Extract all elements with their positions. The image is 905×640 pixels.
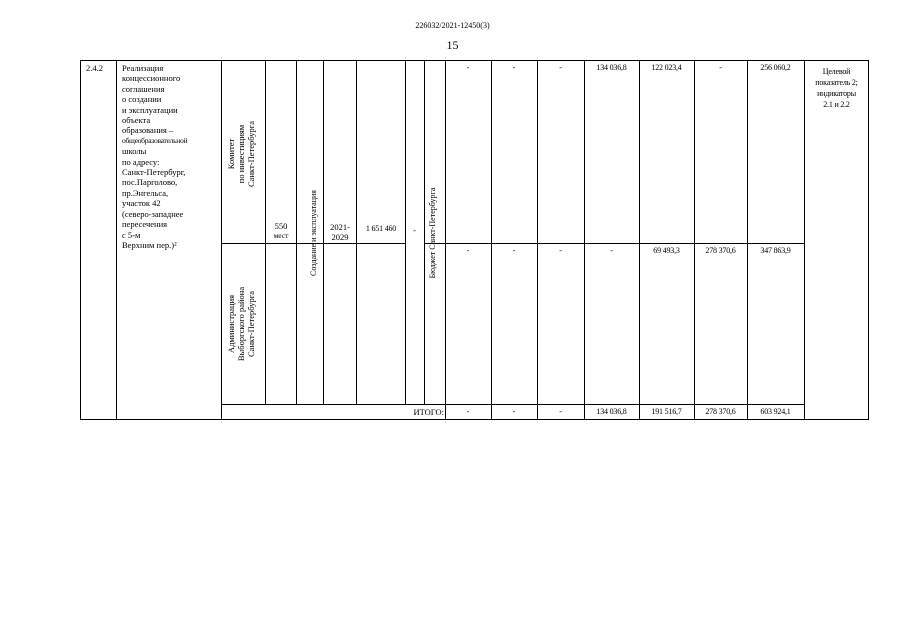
amount-cell: - (512, 246, 516, 255)
text-line: Выборгского района (236, 286, 246, 362)
vline (868, 60, 869, 420)
text-line: концессионного (122, 73, 181, 84)
amount-cell: - (512, 63, 516, 72)
executor-committee (226, 84, 258, 224)
text-line: пересечения (122, 219, 168, 230)
text-line: с 5-м (122, 229, 141, 240)
vline (116, 60, 117, 420)
text-line: пос.Парголово, (122, 177, 178, 188)
amount-cell: 256 060,2 (760, 63, 791, 72)
amount-cell: - (466, 246, 470, 255)
period-start: 2021- (330, 222, 350, 232)
amount-cell: 278 370,6 (705, 246, 736, 255)
document-number: 226032/2021-12450(3) (415, 21, 490, 30)
text-line: Верхним пер.)² (122, 239, 177, 250)
text-line: пр.Энгельса, (122, 187, 169, 198)
vline (804, 60, 805, 420)
text-line: соглашения (122, 83, 165, 94)
vline (747, 60, 748, 420)
text-line: Санкт-Петербурга (246, 291, 256, 357)
text-line: Комитет (226, 138, 236, 170)
text-line: по адресу: (122, 156, 160, 167)
table-border-bottom (80, 419, 869, 420)
amount-cell: 134 036,8 (596, 407, 627, 416)
vline (491, 60, 492, 420)
text-line: (северо-западнее (122, 208, 184, 219)
vline (445, 60, 446, 420)
text-line: Администрация (226, 294, 236, 354)
amount-cell: - (512, 407, 516, 416)
text-line: школы (122, 146, 147, 157)
amount-cell: - (466, 407, 470, 416)
vline (584, 60, 585, 420)
text-line: образования – (122, 125, 174, 136)
text-line: участок 42 (122, 198, 161, 209)
amount-cell: - (719, 63, 722, 72)
text-line: индикаторы (817, 89, 856, 98)
text-line: и эксплуатации (122, 104, 178, 115)
vline (296, 60, 297, 405)
amount-cell: 278 370,6 (705, 407, 736, 416)
amount-cell: - (610, 246, 613, 255)
text-line: 2.1 и 2.2 (823, 100, 850, 109)
amount-cell: 69 493,3 (653, 246, 680, 255)
capacity-unit: мест (273, 231, 289, 240)
page-number: 15 (446, 38, 459, 52)
table-border-top (80, 60, 869, 61)
amount-cell: - (559, 246, 562, 255)
period-end: 2029 (331, 232, 349, 242)
amount-cell: - (559, 407, 562, 416)
row-code: 2.4.2 (86, 63, 103, 73)
vline (537, 60, 538, 420)
text-line: о создании (122, 94, 162, 105)
amount-cell: 134 036,8 (596, 63, 627, 72)
dash-cell: - (413, 225, 416, 235)
amount-cell: 122 023,4 (651, 63, 682, 72)
text-line: Санкт-Петербург, (122, 167, 186, 178)
total-row-top (221, 404, 804, 405)
amount-cell: - (559, 63, 562, 72)
text-line: общеобразовательной (122, 135, 188, 145)
capacity-value: 550 (274, 221, 288, 231)
text-line: Санкт-Петербурга (246, 121, 256, 187)
text-line: по инвестициям (236, 124, 246, 184)
amount-cell: 347 863,9 (760, 246, 791, 255)
vline (424, 60, 425, 405)
vline (80, 60, 81, 420)
text-line: Реализация (122, 63, 164, 73)
target-indicator (805, 66, 868, 110)
vline (639, 60, 640, 420)
text-line: показатель 2; (815, 78, 858, 87)
total-label: ИТОГО: (413, 407, 444, 417)
vline (694, 60, 695, 420)
row-title (122, 63, 220, 250)
amount-cell: 603 924,1 (760, 407, 791, 416)
amount-cell: 191 516,7 (651, 407, 682, 416)
vline (221, 60, 222, 420)
total-cost: 1 651 460 (365, 224, 397, 233)
text-line: Целевой (822, 67, 851, 76)
text-line: объекта (122, 115, 151, 126)
amount-cell: - (466, 63, 470, 72)
funding-source: Бюджет Санкт-Петербурга (428, 187, 437, 279)
work-type: Создание и эксплуатация (309, 190, 318, 276)
executor-administration (226, 254, 258, 394)
